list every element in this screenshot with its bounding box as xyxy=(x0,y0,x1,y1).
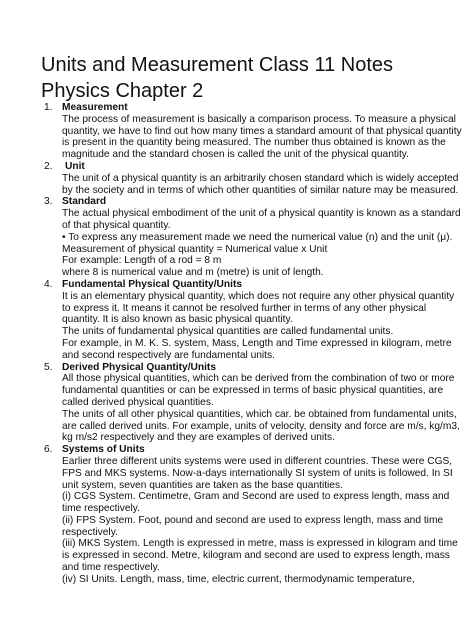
section-measurement xyxy=(44,102,464,161)
section-standard xyxy=(44,196,464,279)
section-number: 5. xyxy=(44,361,53,373)
section-heading: Standard xyxy=(62,196,107,208)
section-body: It is an elementary physical quantity, which does not require any other physical quantity to express it. It means it cannot be resolved further in terms of any other physical quantity. It is also known as basic physical quantity. The units of fundamental physical quantities are called fundamental units. For example, in M. K. S. system, Mass, Length and Time expressed in kilogram, metre and second respectively are fundamental units. xyxy=(62,290,455,361)
section-body: The unit of a physical quantity is an arbitrarily chosen standard which is widely accepted by the society and in terms of which other quantities of similar nature may be measured. xyxy=(62,172,459,196)
section-derived-units xyxy=(44,361,464,445)
section-body: The actual physical embodiment of the unit of a physical quantity is known as a standard of that physical quantity. • To express any measurement made we need the numerical value (n) and the unit (μ). Measurement of physical quantity = Numerical value x Unit For example: Length of a rod = 8 m where 8 is numerical value and m (metre) is unit of length. xyxy=(62,208,461,279)
section-heading: Measurement xyxy=(62,102,128,113)
section-systems-of-units xyxy=(44,444,464,586)
section-fundamental-units xyxy=(44,278,464,362)
section-number: 3. xyxy=(44,196,53,208)
section-body: Earlier three different units systems were used in different countries. These were CGS, FPS and MKS systems. Now-a-days internationally SI system of units is followed. In SI unit system, seven quantities are taken as the base quantities. (i) CGS System. Centimetre, Gram and Second are used to express length, mass and time respectively. (ii) FPS System. Foot, pound and second are used to express length, mass and time respectively. (iii) MKS System. Length is expressed in metre, mass is expressed in kilogram and time is expressed in second. Metre, kilogram and second are used to express length, mass and time respectively. (iv) SI Units. Length, mass, time, electric current, thermodynamic temperature, xyxy=(62,455,458,585)
section-heading: Fundamental Physical Quantity/Units xyxy=(62,278,243,290)
section-number: 6. xyxy=(44,444,53,456)
page-title: Units and Measurement Class 11 Notes Physics Chapter 2 xyxy=(41,54,394,102)
section-number: 1. xyxy=(44,102,53,113)
section-number: 2. xyxy=(44,160,53,172)
section-number: 4. xyxy=(44,278,53,290)
section-heading: Systems of Units xyxy=(62,444,145,456)
section-list xyxy=(44,102,464,586)
section-body: All those physical quantities, which can be derived from the combination of two or more fundamental quantities or can be expressed in terms of basic physical quantities, are called derived physical quantities. The units of all other physical quantities, which car. be obtained from fundamental units, are called derived units. For example, units of velocity, density and force are m/s, kg/m3, kg m/s2 respectively and they are examples of derived units. xyxy=(62,373,460,444)
section-body: The process of measurement is basically a comparison process. To measure a physical quantity, we have to find out how many times a standard amount of that physical quantity is present in the quantity being measured. The number thus obtained is known as the magnitude and the standard chosen is called the unit of the physical quantity. xyxy=(62,113,462,161)
section-unit xyxy=(44,160,464,196)
section-heading: Derived Physical Quantity/Units xyxy=(62,361,216,373)
section-heading: Unit xyxy=(65,160,85,172)
